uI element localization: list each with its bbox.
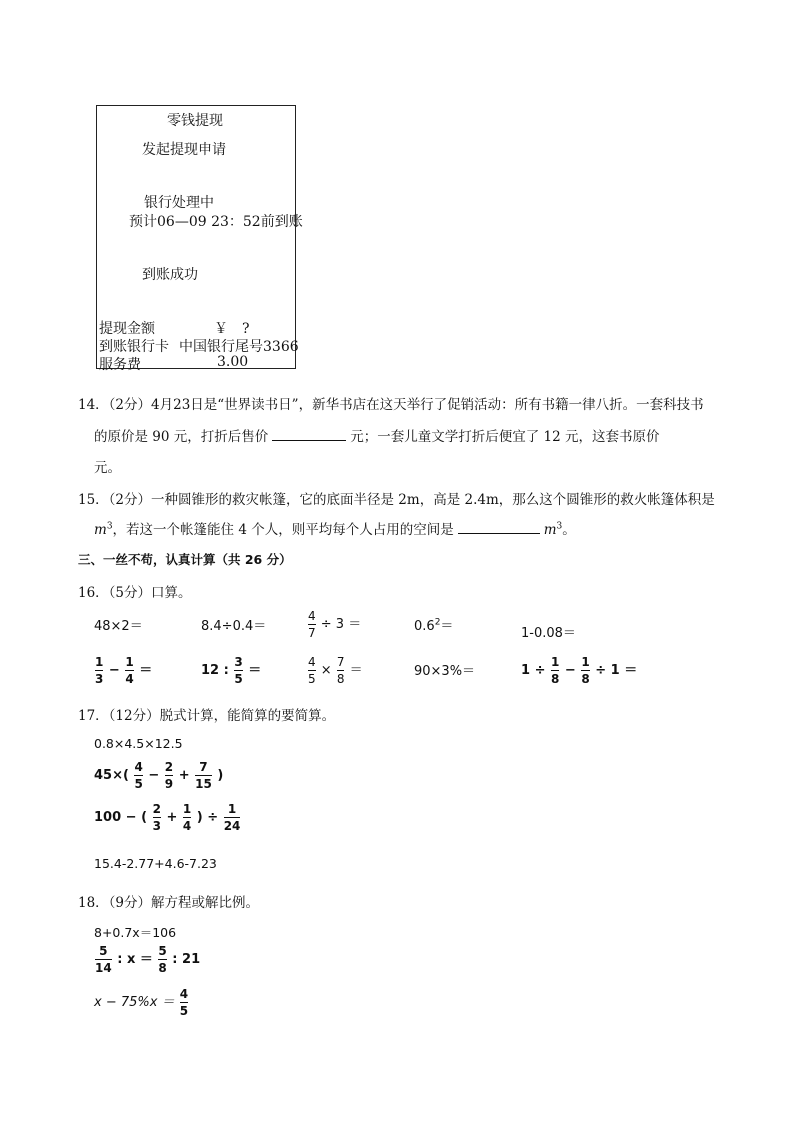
bank-label: 到账银行卡 [99, 339, 169, 355]
numerator: 1 [581, 655, 590, 669]
denominator: 7 [308, 626, 316, 640]
q14-line3: 元。 [94, 460, 121, 476]
q15-period: 。 [562, 522, 576, 538]
q15-line2 [94, 518, 576, 538]
amount-value: ￥ ? [214, 321, 250, 337]
q16-item-4-base: 0.6 [414, 619, 435, 634]
numerator: 4 [179, 987, 189, 1001]
q18-eq-2-end: : 21 [172, 952, 201, 967]
numerator: 3 [234, 655, 243, 669]
q18-title: 18．（9分）解方程或解比例。 [78, 895, 260, 911]
numerator: 2 [164, 760, 174, 774]
q18-eq-3-lead: x − 75%x ＝ [94, 995, 175, 1010]
numerator: 1 [227, 802, 237, 816]
op: − [108, 663, 120, 678]
numerator: 5 [158, 944, 167, 958]
receipt-step1: 发起提现申请 [142, 142, 226, 158]
denominator: 8 [551, 672, 560, 686]
fee-value: 3.00 [217, 354, 249, 370]
q18-eq-1: 8+0.7x＝106 [94, 925, 177, 940]
section-3-heading: 三、一丝不苟，认真计算（共 26 分） [78, 552, 292, 567]
denominator: 8 [158, 961, 167, 975]
q17-expr-1: 0.8×4.5×12.5 [94, 736, 183, 751]
numerator: 1 [95, 655, 104, 669]
q14-line2 [94, 425, 660, 445]
q16-item-7 [201, 656, 261, 685]
numerator: 1 [125, 655, 134, 669]
amount-label: 提现金额 [99, 321, 155, 337]
q14-line1: 14．（2分）4月23日是“世界读书日”，新华书店在这天举行了促销活动：所有书籍一律八折。一套科技书 [78, 397, 704, 413]
denominator: 3 [95, 672, 104, 686]
op: 1 ÷ [521, 663, 546, 678]
receipt-step3: 到账成功 [142, 267, 198, 283]
denominator: 5 [134, 777, 143, 791]
q16-item-3 [307, 610, 361, 639]
exponent: 3 [106, 521, 113, 532]
denominator: 4 [125, 672, 134, 686]
q16-title: 16．（5分）口算。 [78, 585, 192, 601]
fee-label: 服务费 [99, 357, 141, 373]
denominator: 5 [179, 1004, 189, 1018]
q17-expr-4: 15.4-2.77+4.6-7.23 [94, 856, 217, 871]
numerator: 2 [152, 802, 161, 816]
q14-text-b: 元；一套儿童文学打折后便宜了 12 元，这套书原价 [350, 429, 660, 445]
op: ÷ 1 ＝ [595, 663, 638, 678]
q14-blank-1[interactable] [272, 428, 346, 441]
denominator: 15 [195, 777, 212, 791]
q17-expr-3-lead: 100 − ( [94, 810, 148, 825]
denominator: 9 [164, 777, 174, 791]
q18-eq-2 [94, 945, 200, 974]
numerator: 1 [551, 655, 560, 669]
q17-expr-2: 45×( $\frac{4}{5}$ − $\frac{2}{9}$ + $\frac{7}{15}$ ) [94, 760, 224, 791]
q18-eq-2-mid: : x ＝ [117, 952, 153, 967]
numerator: 4 [308, 609, 316, 623]
op: − [564, 663, 576, 678]
denominator: 24 [223, 819, 241, 833]
q16-item-8 [307, 656, 363, 685]
q16-item-4: $0.6^2=$ [414, 617, 454, 634]
numerator: 7 [336, 655, 345, 669]
q15-unit-1: m [94, 522, 107, 538]
q14-text-a: 的原价是 90 元，打折后售价 [94, 429, 269, 445]
q16-item-10 [521, 656, 637, 685]
q17-expr-3: 100 − ( $\frac{2}{3}$ + $\frac{1}{4}$ ) ÷ $\frac{1}{24}$ [94, 802, 241, 833]
q15-unit-2: m [543, 522, 557, 538]
denominator: 8 [336, 672, 345, 686]
denominator: 8 [581, 672, 590, 686]
q16-item-6 [94, 656, 152, 685]
q15-line1: 15．（2分）一种圆锥形的救灾帐篷，它的底面半径是 2m，高是 2.4m，那么这个圆锥形的救火帐篷体积是 [78, 492, 715, 508]
numerator: 5 [99, 944, 108, 958]
numerator: 4 [308, 655, 316, 669]
q16-item-5: 1-0.08＝ [521, 626, 576, 641]
q16-item-9: 90×3%＝ [414, 664, 476, 679]
op: ＝ [349, 663, 363, 678]
bank-value: 中国银行尾号3366 [179, 339, 299, 355]
q17-title: 17．（12分）脱式计算，能简算的要简算。 [78, 708, 336, 724]
withdrawal-receipt [96, 105, 303, 373]
receipt-title: 零钱提现 [167, 113, 223, 129]
denominator: 14 [95, 961, 112, 975]
denominator: 5 [308, 672, 316, 686]
exponent: 2 [434, 617, 441, 628]
q16-item-1: 48×2＝ [94, 619, 143, 634]
q17-expr-2-lead: 45×( [94, 768, 129, 783]
op: ＝ [248, 663, 262, 678]
numerator: 1 [182, 802, 192, 816]
op: ＝ [139, 663, 153, 678]
denominator: 4 [182, 819, 192, 833]
denominator: 5 [234, 672, 243, 686]
q15-blank[interactable] [458, 521, 540, 534]
receipt-step2: 银行处理中 [144, 195, 214, 211]
denominator: 3 [152, 819, 161, 833]
numerator: 7 [199, 760, 208, 774]
exponent: 3 [556, 521, 563, 532]
receipt-step2-detail: 预计06—09 23：52前到账 [129, 214, 303, 230]
numerator: 4 [134, 760, 143, 774]
q18-eq-3 [94, 988, 189, 1017]
q16-item-7-text: 12 : [201, 663, 229, 678]
op: × [320, 663, 332, 678]
q15-text: ，若这一个帐篷能住 4 个人，则平均每个人占用的空间是 [112, 522, 454, 538]
q16-item-2: 8.4÷0.4＝ [201, 619, 267, 634]
q16-item-3-text: ÷ 3 ＝ [320, 617, 362, 632]
